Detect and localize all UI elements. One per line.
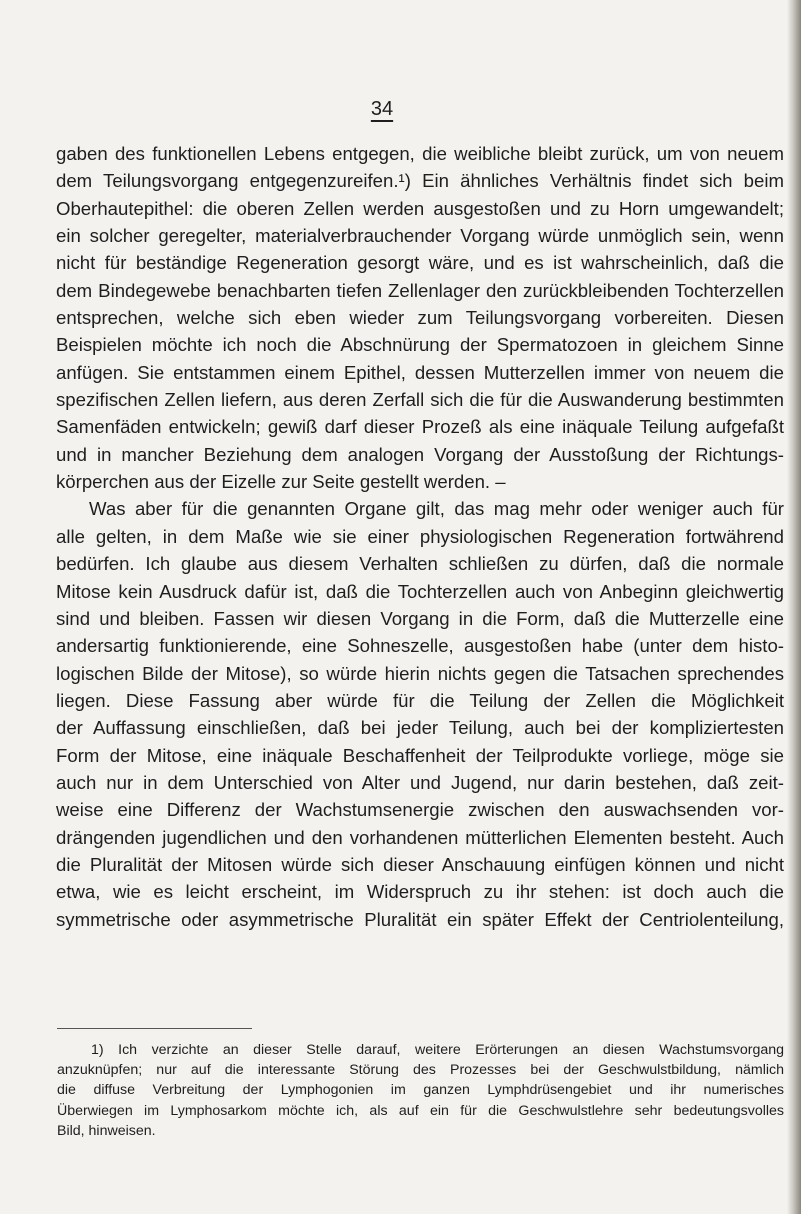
text-line: ein solcher geregelter, materialverbrauchender Vorgang würde unmöglich sein, wenn	[56, 225, 784, 247]
text-line: Mitose kein Ausdruck dafür ist, daß die Tochterzellen auch von Anbeginn gleichwertig	[56, 580, 784, 602]
text-line: körperchen aus der Eizelle zur Seite gestellt werden. –	[56, 471, 506, 493]
page-number: 34	[370, 98, 394, 120]
footnote-line: die diffuse Verbreitung der Lymphogonien im ganzen Lymphdrüsengebiet und ihr numerisches	[57, 1082, 784, 1099]
footnote-divider	[57, 1028, 252, 1029]
text-line: dem Bindegewebe benachbarten tiefen Zellenlager den zurückbleibenden Tochterzellen	[56, 279, 784, 301]
text-line: nicht für beständige Regeneration gesorgt wäre, und es ist wahrscheinlich, daß die	[56, 252, 784, 274]
text-line: logischen Bilde der Mitose), so würde hierin nichts gegen die Tatsachen sprechendes	[56, 662, 784, 684]
text-line: drängenden jugendlichen und den vorhandenen mütterlichen Elementen besteht. Auch	[56, 826, 784, 848]
text-line: und in mancher Beziehung dem analogen Vorgang der Ausstoßung der Richtungs-	[56, 443, 784, 465]
footnote-line: anzuknüpfen; nur auf die interessante Störung des Prozesses bei der Geschwulstbildung, nämlich	[57, 1062, 784, 1079]
text-line: liegen. Diese Fassung aber würde für die Teilung der Zellen die Möglichkeit	[56, 689, 784, 711]
text-line: Form der Mitose, eine inäquale Beschaffenheit der Teilprodukte vorliege, möge sie	[56, 744, 784, 766]
footnote-line: 1) Ich verzichte an dieser Stelle darauf, weitere Erörterungen an diesen Wachstumsvorgang	[91, 1042, 784, 1058]
text-line: Samenfäden entwickeln; gewiß darf dieser Prozeß als eine inäquale Teilung aufgefaßt	[56, 416, 784, 438]
text-line: die Pluralität der Mitosen würde sich dieser Anschauung einfügen können und nicht	[56, 853, 784, 875]
text-line: Beispielen möchte ich noch die Abschnürung der Spermatozoen in gleichem Sinne	[56, 334, 784, 356]
text-line: weise eine Differenz der Wachstumsenergie zwischen den auswachsenden vor-	[56, 799, 784, 821]
text-line: alle gelten, in dem Maße wie sie einer physiologischen Regeneration fortwährend	[56, 525, 784, 547]
footnote-line: Überwiegen im Lymphosarkom möchte ich, als auf ein für die Geschwulstlehre sehr bedeutungsvolles	[57, 1102, 784, 1119]
text-line: spezifischen Zellen liefern, aus deren Zerfall sich die für die Auswanderung bestimmten	[56, 389, 784, 411]
text-line: anfügen. Sie entstammen einem Epithel, dessen Mutterzellen immer von neuem die	[56, 361, 784, 383]
page-edge-shadow	[787, 0, 801, 1214]
body-text	[56, 140, 784, 933]
text-line: andersartig funktionierende, eine Sohneszelle, ausgestoßen habe (unter dem histo-	[56, 635, 784, 657]
text-line: der Auffassung einschließen, daß bei jeder Teilung, auch bei der kompliziertesten	[56, 717, 784, 739]
footnote	[57, 1040, 784, 1141]
text-line: etwa, wie es leicht erscheint, im Widerspruch zu ihr stehen: ist doch auch die	[56, 881, 784, 903]
text-line: bedürfen. Ich glaube aus diesem Verhalten schließen zu dürfen, daß die normale	[56, 553, 784, 575]
text-line: Was aber für die genannten Organe gilt, das mag mehr oder weniger auch für	[89, 498, 784, 520]
text-line: symmetrische oder asymmetrische Pluralität ein später Effekt der Centriolenteilung,	[56, 908, 784, 930]
text-line: gaben des funktionellen Lebens entgegen, die weibliche bleibt zurück, um von neuem	[56, 143, 784, 164]
text-line: sind und bleiben. Fassen wir diesen Vorgang in die Form, daß die Mutterzelle eine	[56, 607, 784, 629]
text-line: entsprechen, welche sich eben wieder zum Teilungsvorgang vorbereiten. Diesen	[56, 307, 784, 329]
footnote-line: Bild, hinweisen.	[57, 1122, 156, 1139]
text-line: dem Teilungsvorgang entgegenzureifen.¹) Ein ähnliches Verhältnis findet sich beim	[56, 170, 784, 192]
text-line: Oberhautepithel: die oberen Zellen werden ausgestoßen und zu Horn umgewandelt;	[56, 197, 784, 219]
text-line: auch nur in dem Unterschied von Alter und Jugend, nur darin bestehen, daß zeit-	[56, 771, 784, 793]
